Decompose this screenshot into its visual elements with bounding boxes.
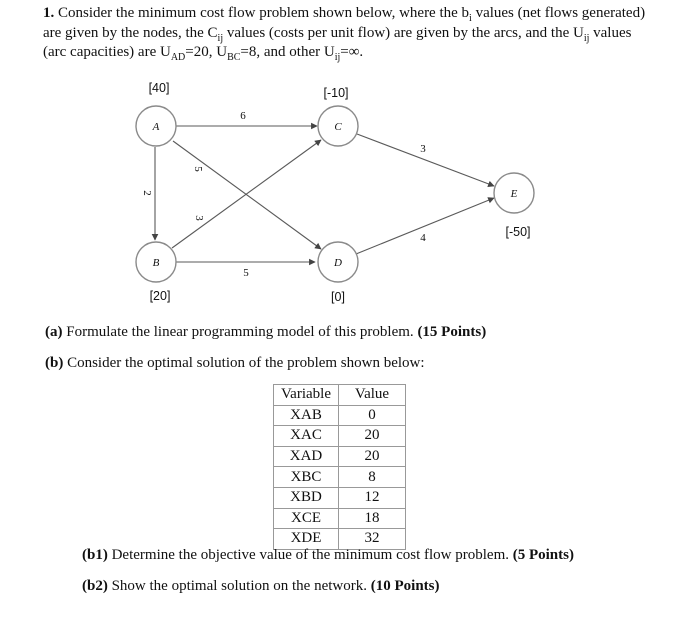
svg-text:B: B [152,257,160,269]
cost-a-b: 2 [141,190,153,196]
arc-c-e [357,134,494,186]
cost-a-c: 6 [240,110,246,122]
question-text: 1. Consider the minimum cost flow problem shown below, where the $b_i$ values (net flows generated) are given by the nodes, the $C_{ij}$ values (costs per unit flow) are given by the arcs, and the $U_{ij}$ values (arc capacities) are $U_{AD}=20$, $U_{BC}=8$, and other $U_{ij}=\infty$. [43,5,646,63]
supply-a: [40] [148,81,170,95]
node-e [494,173,534,213]
table-row: XAC 20 [274,426,406,447]
svg-text:D: D [334,257,342,269]
supply-e: [-50] [505,225,531,239]
cost-a-d: 5 [192,166,204,172]
supply-b: [20] [149,289,171,303]
arc-d-e [356,198,494,254]
part-a: (a) Formulate the linear programming model of this problem. (15 Points) [45,324,487,340]
cost-b-c: 3 [193,215,205,221]
header-value: Value [339,385,406,406]
header-variable: Variable [274,385,339,406]
arc-a-d [173,141,321,249]
table-row: XDE 32 [274,529,406,550]
node-c [318,106,358,146]
table-row: XBD 12 [274,487,406,508]
cost-d-e: 4 [420,232,426,244]
supply-d: [0] [331,290,345,304]
node-b [136,242,176,282]
part-b2: (b2) Show the optimal solution on the network. (10 Points) [82,578,440,594]
cost-c-e: 3 [420,143,426,155]
part-b1: (b1) Determine the objective value of the minimum cost flow problem. (5 Points) [82,547,574,563]
node-d [318,242,358,282]
svg-text:A: A [152,121,160,133]
table-row: XBC 8 [274,467,406,488]
svg-text:E: E [510,188,518,200]
supply-c: [-10] [323,86,349,100]
part-b: (b) Consider the optimal solution of the problem shown below: [45,355,425,371]
svg-text:C: C [334,121,342,133]
table-row: XAB 0 [274,405,406,426]
node-a [136,106,176,146]
solution-table [273,384,406,550]
table-header-row [274,385,406,406]
table-row: XAD 20 [274,446,406,467]
table-row: XCE 18 [274,508,406,529]
cost-b-d: 5 [243,267,249,279]
question-number: 1. [43,5,55,21]
